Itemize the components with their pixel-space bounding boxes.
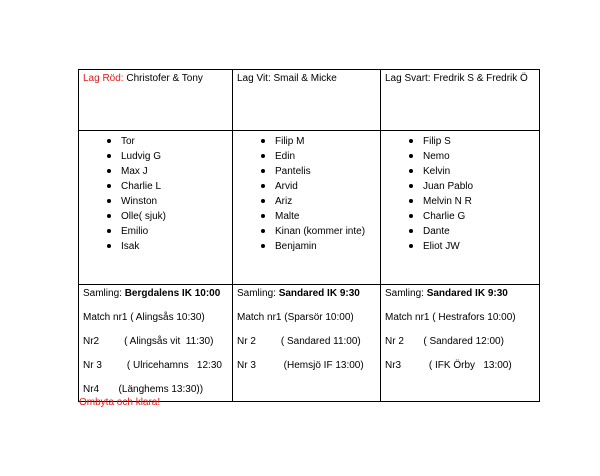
match-line: Nr 2 ( Sandared 12:00) (385, 336, 504, 347)
match-line: Nr 3 (Hemsjö IF 13:00) (237, 360, 364, 371)
player-item: Isak (107, 239, 228, 254)
player-item: Filip M (261, 134, 376, 149)
player-item: Tor (107, 134, 228, 149)
schedule-cell (381, 285, 540, 402)
samling-line (237, 288, 376, 300)
team-header-cell (381, 70, 540, 131)
team-leaders: Smail & Micke (270, 73, 337, 84)
player-item: Charlie G (409, 209, 535, 224)
samling-line (385, 288, 535, 300)
match-line: Nr 2 ( Sandared 11:00) (237, 336, 361, 347)
match-line: Match nr1 ( Alingsås 10:30) (83, 312, 205, 323)
samling-label: Samling: (237, 288, 279, 299)
samling-place: Sandared IK 9:30 (278, 288, 360, 299)
player-item: Pantelis (261, 164, 376, 179)
match-line: Nr4 (Länghems 13:30)) (83, 384, 204, 395)
samling-label: Samling: (83, 288, 125, 299)
player-item: Kelvin (409, 164, 535, 179)
schedule-cell (233, 285, 381, 402)
samling-place: Sandared IK 9:30 (426, 288, 508, 299)
player-item: Emilio (107, 224, 228, 239)
team-leaders: Fredrik S & Fredrik Ö (430, 73, 528, 84)
players-cell (79, 131, 233, 285)
match-line: Match nr1 (Sparsör 10:00) (237, 312, 354, 323)
team-label: Lag Vit: (237, 73, 271, 84)
player-list (385, 134, 535, 254)
player-item: Ariz (261, 194, 376, 209)
player-item: Dante (409, 224, 535, 239)
team-label: Lag Svart: (385, 73, 431, 84)
player-item: Malte (261, 209, 376, 224)
player-item: Eliot JW (409, 239, 535, 254)
player-item: Ludvig G (107, 149, 228, 164)
footer-note: Ombyta och klara! (79, 397, 161, 408)
samling-place: Bergdalens IK 10:00 (124, 288, 221, 299)
player-list (83, 134, 228, 254)
player-item: Filip S (409, 134, 535, 149)
match-line: Nr3 ( IFK Örby 13:00) (385, 360, 512, 371)
players-row (79, 131, 540, 285)
player-item: Winston (107, 194, 228, 209)
player-item: Olle( sjuk) (107, 209, 228, 224)
team-header-cell (233, 70, 381, 131)
player-item: Benjamin (261, 239, 376, 254)
players-cell (381, 131, 540, 285)
match-line: Nr 3 ( Ulricehamns 12:30 (83, 360, 222, 371)
player-item: Juan Pablo (409, 179, 535, 194)
player-item: Edin (261, 149, 376, 164)
players-cell (233, 131, 381, 285)
player-item: Nemo (409, 149, 535, 164)
player-item: Charlie L (107, 179, 228, 194)
team-table (78, 69, 540, 402)
player-item: Kinan (kommer inte) (261, 224, 376, 239)
match-line: Match nr1 ( Hestrafors 10:00) (385, 312, 516, 323)
team-header-row (79, 70, 540, 131)
team-label: Lag Röd: (83, 73, 124, 84)
samling-line (83, 288, 228, 300)
team-leaders: Christofer & Tony (123, 73, 203, 84)
player-item: Max J (107, 164, 228, 179)
schedule-row (79, 285, 540, 402)
player-list (237, 134, 376, 254)
team-header-cell (79, 70, 233, 131)
match-line: Nr2 ( Alingsås vit 11:30) (83, 336, 214, 347)
player-item: Arvid (261, 179, 376, 194)
schedule-cell (79, 285, 233, 402)
player-item: Melvin N R (409, 194, 535, 209)
samling-label: Samling: (385, 288, 427, 299)
